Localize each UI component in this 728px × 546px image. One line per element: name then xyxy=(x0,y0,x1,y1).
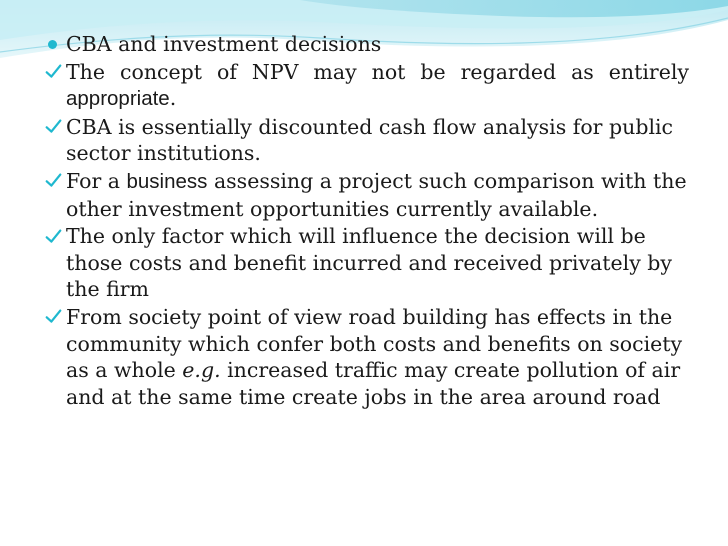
checkmark-icon xyxy=(45,114,63,140)
bullet-text-italic: e.g. xyxy=(182,358,221,383)
bullet-text: CBA is essentially discounted cash flow analysis for public sector institutions. xyxy=(66,114,674,166)
bullet-text-sans: appropriate xyxy=(66,87,170,111)
bullet-text: For a xyxy=(66,168,127,193)
bullet-item xyxy=(44,31,689,58)
bullet-text: CBA and investment decisions xyxy=(66,32,382,56)
checkmark-icon xyxy=(45,168,63,194)
bullet-item xyxy=(44,304,689,410)
bullet-text-end: . xyxy=(169,86,177,111)
bullet-text: assessing a project such comparison with the other investment opportunities currently available. xyxy=(66,168,687,221)
bullet-list xyxy=(44,31,689,410)
round-bullet-icon xyxy=(45,31,63,57)
bullet-item xyxy=(44,223,689,303)
bullet-text: From society point of view road building has effects in the community which confer both costs and benefits on society as a whole xyxy=(66,304,683,383)
bullet-text: increased traffic may create pollution of air and at the same time create jobs in the area around road xyxy=(66,358,681,409)
bullet-text: The concept of NPV may not be regarded as entirely xyxy=(66,59,689,84)
bullet-item xyxy=(44,114,689,167)
bullet-text-sans: business xyxy=(126,169,208,193)
bullet-text: The only factor which will influence the decision will be those costs and benefit incurred and received privately by the firm xyxy=(66,224,672,302)
checkmark-icon xyxy=(45,59,63,85)
checkmark-icon xyxy=(45,304,63,330)
bullet-item xyxy=(44,168,689,222)
bullet-item xyxy=(44,59,689,113)
checkmark-icon xyxy=(45,223,63,249)
